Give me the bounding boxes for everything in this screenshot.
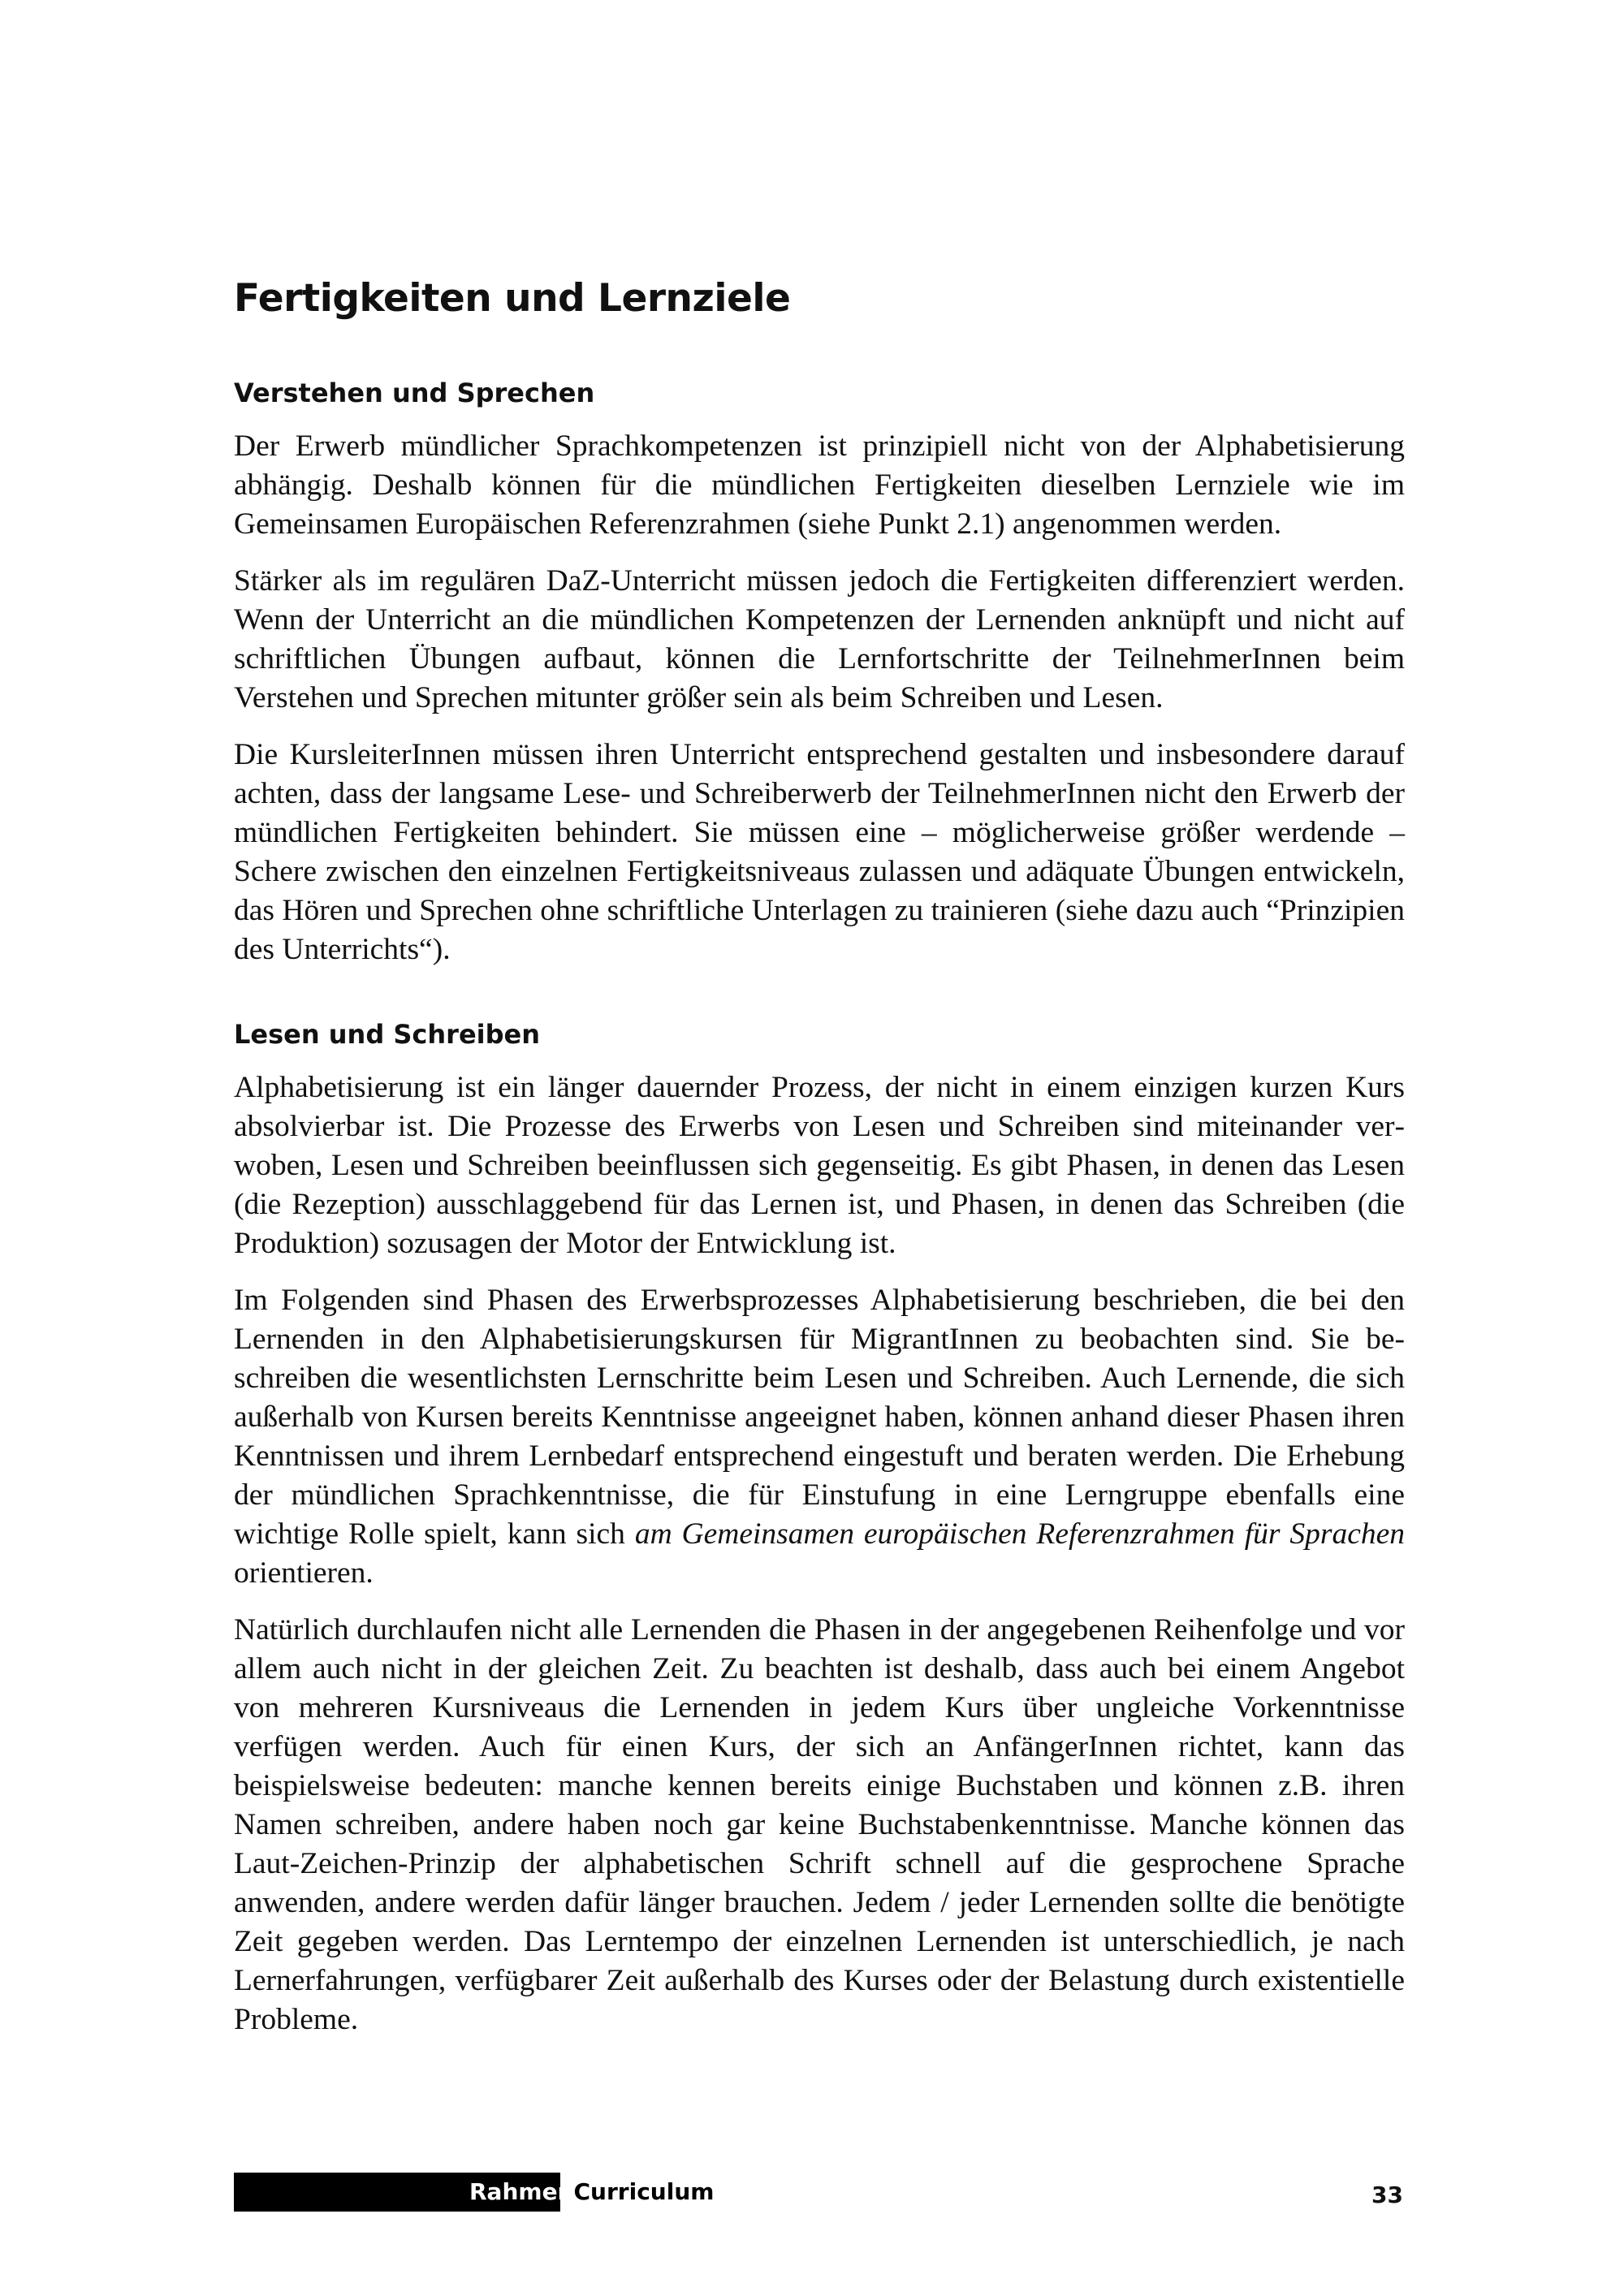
footer-brand-part2: Curriculum xyxy=(573,2178,715,2205)
paragraph: Alphabetisierung ist ein länger dauernder Prozess, der nicht in einem einzigen kurzen Kurs absolvierbar ist. Die Prozesse des Erwerbs von Lesen und Schreiben sind miteinander verwoben, Lesen und Schreiben beeinflussen sich gegenseitig. Es gibt Phasen, in denen das Lesen (die Rezeption) ausschlaggebend für das Lernen ist, und Phasen, in denen das Schreiben (die Produktion) sozusagen der Motor der Entwicklung ist. xyxy=(234,1071,1405,1261)
footer-brand-part1: Rahmen xyxy=(469,2178,574,2205)
section-heading-lesen-schreiben: Lesen und Schreiben xyxy=(234,1019,541,1051)
paragraph: Natürlich durchlaufen nicht alle Lernenden die Phasen in der angegebenen Reihenfolge und vor allem auch nicht in der gleichen Zeit. Zu beachten ist deshalb, dass auch bei einem Angebot von mehreren Kursniveaus die Lernenden in jedem Kurs über ungleiche Vorkenntnisse verfügen werden. Auch für einen Kurs, der sich an AnfängerInnen richtet, kann das beispielsweise bedeuten: manche kennen bereits einige Buchstaben und können z.B. ihren Namen schreiben, andere haben noch gar keine Buchstabenkenntnisse. Manche können das Laut-Zeichen-Prinzip der alphabetischen Schrift schnell auf die gesprochene Sprache anwenden, andere werden dafür länger brauchen. Jedem / jeder Lernenden sollte die benötigte Zeit gegeben werden. Das Lerntempo der einzelnen Lernenden ist unterschiedlich, je nach Lernerfahrungen, verfügbarer Zeit außerhalb des Kurses oder der Belastung durch existentielle Probleme. xyxy=(234,1613,1405,2037)
section-heading-verstehen-sprechen: Verstehen und Sprechen xyxy=(234,378,595,409)
page-title: Fertigkeiten und Lernziele xyxy=(234,276,791,321)
paragraph xyxy=(234,1281,1405,1593)
paragraph-text: Im Folgenden sind Phasen des Erwerbsprozesses Alphabetisierung beschrieben, die bei den Lernenden in den Alphabetisierungskursen für MigrantInnen zu beobachten sind. Sie beschreiben die wesentlichsten Lernschritte beim Lesen und Schreiben. Auch Lernende, die sich außerhalb von Kursen bereits Kenntnisse angeeignet haben, können anhand dieser Phasen ihren Kenntnissen und ihrem Lernbedarf entsprechend eingestuft und beraten werden. Die Erhebung der mündlichen Sprachkenntnisse, die für Einstufung in eine Lerngruppe ebenfalls eine wichtige Rolle spielt, kann sich xyxy=(234,1284,1405,1552)
paragraph-text-tail: orientieren. xyxy=(234,1556,374,1590)
paragraph: Stärker als im regulären DaZ-Unterricht müssen jedoch die Fertigkeiten differenziert werden. Wenn der Unterricht an die mündlichen Kompetenzen der Lernenden anknüpft und nicht auf schriftlichen Übungen aufbaut, können die Lernfortschritte der TeilnehmerInnen beim Verstehen und Sprechen mitunter größer sein als beim Schreiben und Lesen. xyxy=(234,564,1405,715)
page-number: 33 xyxy=(1371,2182,1403,2208)
paragraph: Die KursleiterInnen müssen ihren Unterricht entsprechend gestalten und insbesondere darauf achten, dass der langsame Lese- und Schreiberwerb der TeilnehmerInnen nicht den Erwerb der mündlichen Fertigkeiten behindert. Sie müssen eine – möglicherweise größer werdende – Schere zwischen den einzelnen Fertigkeitsniveaus zulassen und adäquate Übungen entwickeln, das Hören und Sprechen ohne schriftliche Unterlagen zu trainieren (siehe dazu auch “Prinzipien des Unterrichts“). xyxy=(234,738,1405,967)
footer-brand xyxy=(469,2176,714,2208)
paragraph: Der Erwerb mündlicher Sprachkompetenzen ist prinzipiell nicht von der Alphabetisierung abhängig. Deshalb können für die mündlichen Fertigkeiten dieselben Lernziele wie im Gemeinsamen Europäischen Referenzrahmen (siehe Punkt 2.1) angenommen werden. xyxy=(234,429,1405,542)
emphasis-reference: am Gemeinsamen europäischen Referenzrahmen für Sprachen xyxy=(634,1517,1406,1552)
page-content xyxy=(234,276,1405,2057)
